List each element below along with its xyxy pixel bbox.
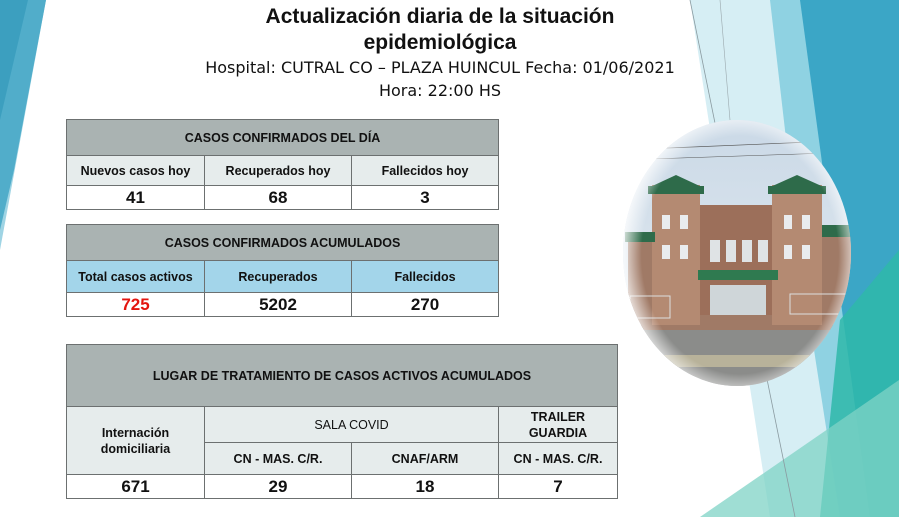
treatment-cnaf-arm-value: 18: [352, 475, 499, 499]
daily-col-deceased: Fallecidos hoy: [352, 156, 499, 186]
page-title-line2: epidemiológica: [363, 31, 517, 54]
treatment-title: LUGAR DE TRATAMIENTO DE CASOS ACTIVOS ACUMULADOS: [67, 345, 618, 407]
treatment-cn-mas-value: 29: [205, 475, 352, 499]
treatment-col-trailer-cn-mas: CN - MAS. C/R.: [499, 443, 618, 475]
treatment-trailer-label: [499, 407, 618, 443]
cumulative-col-deceased: Fallecidos: [352, 261, 499, 293]
treatment-home-value: 671: [67, 475, 205, 499]
daily-col-new-cases: Nuevos casos hoy: [67, 156, 205, 186]
cumulative-recovered-value: 5202: [205, 293, 352, 317]
cumulative-cases-table: [66, 224, 499, 317]
trailer-label-line1: TRAILER: [530, 409, 586, 424]
treatment-trailer-value: 7: [499, 475, 618, 499]
daily-cases-table: [66, 119, 499, 210]
hospital-date-line: Hospital: CUTRAL CO – PLAZA HUINCUL Fecha: 01/06/2021: [205, 58, 675, 77]
daily-new-cases-value: 41: [67, 186, 205, 210]
cumulative-col-active: Total casos activos: [67, 261, 205, 293]
treatment-home-label: Internación domiciliaria: [67, 407, 205, 475]
trailer-label-line2: GUARDIA: [528, 425, 588, 440]
page-title-line1: Actualización diaria de la situación: [265, 5, 615, 28]
report-time-line: Hora: 22:00 HS: [378, 81, 502, 100]
cumulative-cases-title: CASOS CONFIRMADOS ACUMULADOS: [67, 225, 499, 261]
daily-col-recovered: Recuperados hoy: [205, 156, 352, 186]
treatment-sala-covid-label: SALA COVID: [205, 407, 499, 443]
daily-deceased-value: 3: [352, 186, 499, 210]
treatment-location-table: [66, 344, 618, 499]
treatment-col-cnaf-arm: CNAF/ARM: [352, 443, 499, 475]
title-block: [180, 4, 700, 102]
cumulative-col-recovered: Recuperados: [205, 261, 352, 293]
daily-cases-title: CASOS CONFIRMADOS DEL DÍA: [67, 120, 499, 156]
treatment-col-cn-mas: CN - MAS. C/R.: [205, 443, 352, 475]
cumulative-active-value: 725: [67, 293, 205, 317]
cumulative-deceased-value: 270: [352, 293, 499, 317]
daily-recovered-value: 68: [205, 186, 352, 210]
